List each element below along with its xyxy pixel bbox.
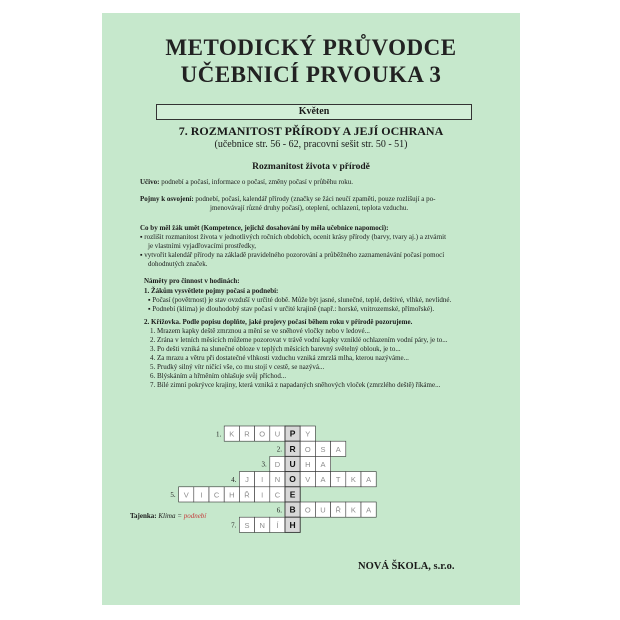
crossword-letter: R — [244, 429, 250, 439]
crossword-letter: A — [366, 475, 372, 485]
clue-5: 5. Prudký silný vítr ničící vše, co mu stojí v cestě, se nazývá... — [150, 363, 325, 371]
curriculum-text: podnebí a počasí, informace o počasí, změny počasí v průběhu roku. — [161, 178, 354, 186]
crossword-row-number: 6. — [276, 506, 282, 515]
crossword-letter: A — [320, 475, 326, 485]
crossword-row-number: 3. — [261, 460, 267, 469]
crossword-letter: K — [350, 475, 356, 485]
concepts-label: Pojmy k osvojení: — [140, 195, 194, 203]
crossword-letter: Ř — [335, 505, 341, 515]
goal1-line2: je vlastními vyjadřovacími prostředky, — [148, 242, 257, 250]
crossword-letter: C — [274, 490, 281, 500]
month-label: Květen — [156, 104, 472, 120]
crossword-row-number: 4. — [231, 475, 237, 484]
crossword-secret-letter: E — [289, 489, 296, 500]
pages-reference: (učebnice str. 56 - 62, pracovní sešit str. 50 - 51) — [214, 139, 408, 150]
crossword-letter: Y — [305, 429, 311, 439]
cover-title-line1: METODICKÝ PRŮVODCE — [165, 35, 457, 60]
publisher-name: NOVÁ ŠKOLA, s.r.o. — [358, 561, 455, 572]
cover-title-line2: UČEBNICÍ PRVOUKA 3 — [180, 62, 442, 87]
task1-line2: ▪ Podnebí (klima) je dlouhodobý stav počasí v určité krajině (např.: horské, vnitrozemské, přímořské). — [148, 305, 435, 313]
crossword-letter: A — [335, 444, 341, 454]
clue-2: 2. Zrána v letních měsících můžeme pozorovat v trávě vodní kapky vzniklé ochlazením vodní páry, je to... — [150, 336, 448, 344]
task1-line1: ▪ Počasí (povětrnost) je stav ovzduší v určité době. Může být jasné, slunečné, teplé, deštivé, vlhké, nevlídné. — [148, 296, 452, 304]
crossword-secret-letter: P — [289, 428, 296, 439]
crossword-letter: T — [335, 475, 341, 485]
goals-label: Co by měl žák umět (Kompetence, jejichž dosahování by měla učebnice napomoci): — [140, 224, 389, 232]
task1-title: 1. Žákům vysvětlete pojmy počasí a podnebí: — [144, 287, 279, 295]
crossword-letter: U — [320, 505, 326, 515]
concepts-text-line1: podnebí, počasí, kalendář přírody (značky se žáci neučí zpaměti, pouze rozlišují a po- — [195, 195, 436, 203]
goal2-line2: dohodnutých značek. — [148, 260, 208, 268]
crossword-letter: I — [261, 475, 264, 485]
crossword-secret-letter: R — [289, 443, 296, 454]
crossword-letter: A — [320, 460, 326, 470]
crossword-letter: H — [305, 460, 311, 470]
crossword-secret-letter: U — [289, 459, 296, 470]
crossword-row-number: 2. — [276, 445, 282, 454]
answer-label: Tajenka: — [130, 512, 157, 520]
crossword-letter: V — [305, 475, 311, 485]
crossword-letter: I — [261, 490, 264, 500]
crossword-letter: U — [274, 429, 281, 439]
goal1-line1: ▪ rozlišit rozmanitost života v jednotlivých ročních obdobích, ocenit krásy přírody (barvy, tvary aj.) a ztvárnit — [140, 233, 447, 241]
curriculum-label: Učivo: — [140, 178, 160, 186]
concepts-text-line2: jmenovávají různé druhy počasí), oteplení, ochlazení, teplota vzduchu. — [210, 204, 409, 212]
crossword-letter: N — [259, 520, 265, 530]
book-cover — [102, 13, 520, 605]
crossword-secret-letter: B — [289, 504, 296, 515]
lesson-title: 7. ROZMANITOST PŘÍRODY A JEJÍ OCHRANA — [178, 124, 444, 138]
crossword-letter: H — [229, 490, 235, 500]
crossword-letter: O — [304, 444, 311, 454]
crossword-letter: A — [366, 505, 372, 515]
crossword-letter: I — [200, 490, 203, 500]
clue-6: 6. Blýskáním a hřměním ohlašuje svůj příchod... — [150, 372, 287, 380]
goal2-line1: ▪ vytvořit kalendář přírody na základě pravidelného pozorování a průběžného zaznamenávání počasí pomocí — [140, 251, 445, 259]
crossword-row-number: 7. — [231, 521, 237, 530]
crossword-letter: O — [259, 429, 266, 439]
crossword-letter: N — [274, 475, 281, 485]
crossword-letter: J — [245, 475, 249, 485]
section-heading: Rozmanitost života v přírodě — [252, 162, 370, 172]
crossword-letter: S — [244, 520, 250, 530]
crossword-row-number: 5. — [170, 491, 176, 500]
answer-line — [130, 512, 206, 520]
crossword-letter: C — [213, 490, 220, 500]
crossword-secret-letter: O — [289, 474, 296, 485]
crossword-letter: D — [274, 460, 281, 470]
clue-3: 3. Po dešti vzniká na slunečné obloze v teplých měsících barevný světelný oblouk, je to... — [150, 345, 401, 353]
crossword-letter: K — [229, 429, 235, 439]
crossword-letter: Í — [276, 520, 279, 530]
clue-4: 4. Za mrazu a větru při dostatečné vlhkosti vzduchu vzniká zmrzlá mlha, kterou nazýváme... — [150, 354, 409, 362]
activities-heading: Náměty pro činnost v hodinách: — [144, 277, 240, 285]
clue-7: 7. Bílé zimní pokrývce krajiny, která vzniká z napadaných sněhových vloček (zmrzlého deště) říkáme... — [150, 381, 441, 389]
crossword-letter: O — [304, 505, 311, 515]
clue-1: 1. Mrazem kapky deště zmrznou a mění se ve sněhové vločky nebo v ledové... — [150, 327, 370, 335]
answer-prefix: Klima = — [158, 512, 182, 520]
crossword-letter: V — [183, 490, 189, 500]
task2-title: 2. Křížovka. Podle popisu doplňte, jaké projevy počasí během roku v přírodě pozorujeme. — [144, 318, 413, 326]
crossword-row-number: 1. — [215, 430, 222, 439]
crossword-secret-letter: H — [289, 519, 296, 530]
crossword-letter: S — [320, 444, 326, 454]
answer-value: podnebí — [183, 512, 207, 520]
crossword-letter: K — [350, 505, 356, 515]
crossword-letter: Ř — [244, 490, 250, 500]
